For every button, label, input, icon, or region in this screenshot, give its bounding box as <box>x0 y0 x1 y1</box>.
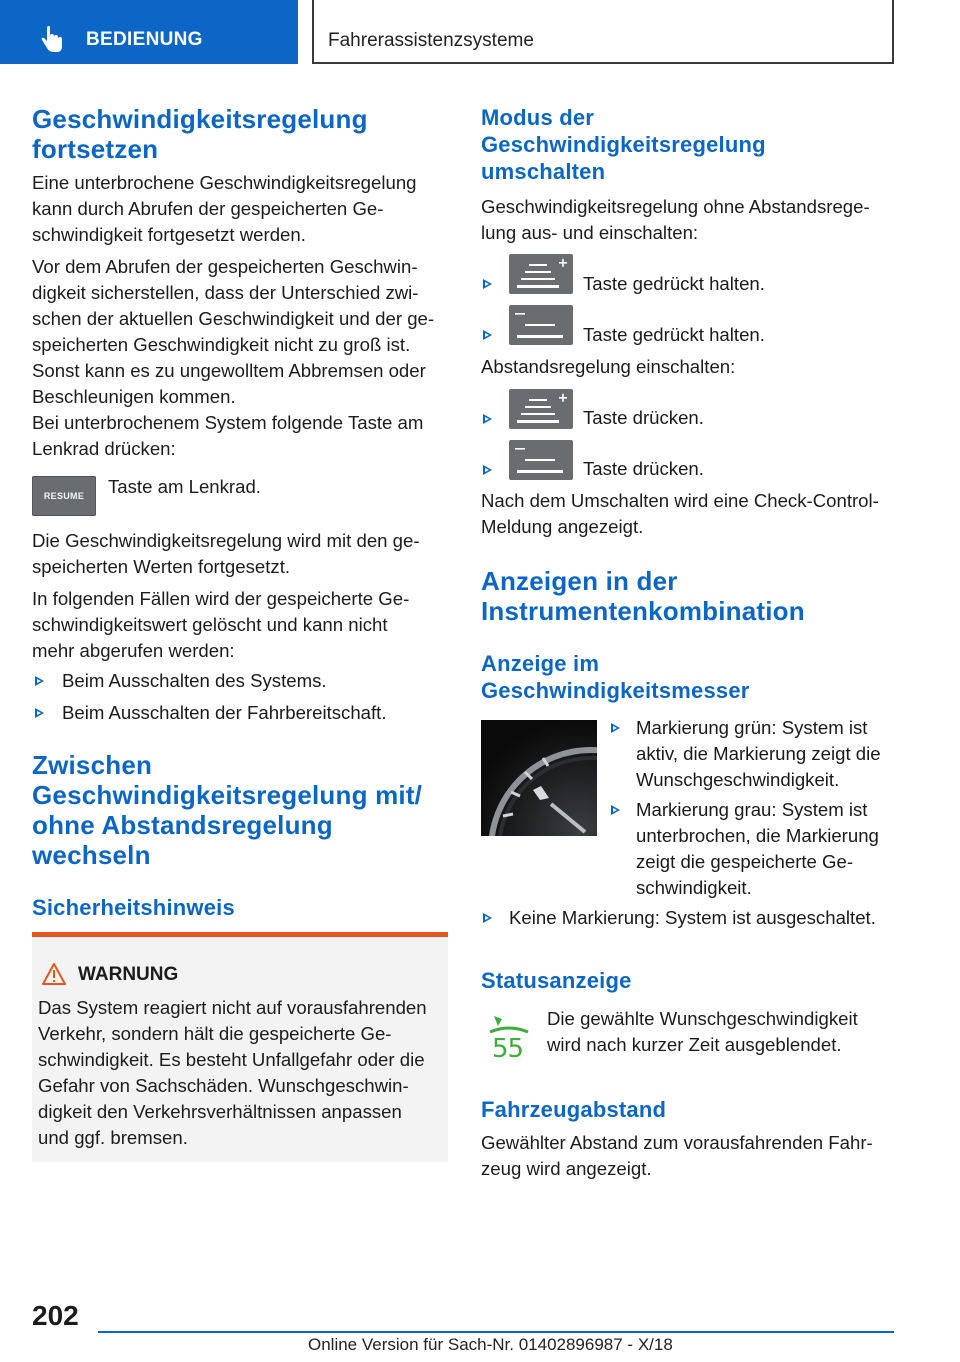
heading-switch-mode: Zwischen Geschwindigkeitsregelung mit/ ohne Abstandsregelung wechseln <box>32 750 423 870</box>
heading-resume: Geschwindigkeitsregelung fortsetzen <box>32 104 368 164</box>
paragraph-resume-result: Die Geschwindigkeitsregelung wird mit den ge- speicherten Werten fortgesetzt. <box>32 530 420 577</box>
speedometer-image <box>481 720 597 836</box>
hand-pointer-icon <box>38 26 66 54</box>
page-number: 202 <box>32 1300 79 1331</box>
bullet-icon <box>35 708 44 718</box>
list-item: Beim Ausschalten der Fahrbereitschaft. <box>62 702 387 723</box>
chapter-header <box>312 0 894 64</box>
heading-gap: Fahrzeugabstand <box>481 1097 667 1122</box>
heading-switch-cc-mode: Modus der Geschwindigkeitsregelung umschalten <box>481 105 766 184</box>
bullet-icon <box>483 279 492 289</box>
bullet-icon <box>483 330 492 340</box>
hold-caption: Taste gedrückt halten. <box>583 324 765 345</box>
paragraph-resume-intro: Eine unterbrochene Geschwindigkeitsregelung kann durch Abrufen der gespeicherten Ge- schwindigkeit fortgesetzt werden. <box>32 172 417 245</box>
heading-instrument-display: Anzeigen in der Instrumentenkombination <box>481 566 805 626</box>
heading-status: Statusanzeige <box>481 968 632 993</box>
footer-online-version: Online Version für Sach-Nr. 01402896987 - X/18 <box>308 1335 673 1354</box>
section-label: BEDIENUNG <box>86 29 203 50</box>
paragraph-after-switch: Nach dem Umschalten wird eine Check-Control- Meldung angezeigt. <box>481 490 879 537</box>
paragraph-resume-press: Bei unterbrochenem System folgende Taste am Lenkrad drücken: <box>32 412 424 459</box>
chapter-label: Fahrerassistenzsysteme <box>328 30 534 51</box>
status-speed-value: 55 <box>492 1034 524 1064</box>
footer-rule <box>98 1331 894 1333</box>
heading-safety: Sicherheitshinweis <box>32 895 235 920</box>
distance-plus-key-icon <box>509 254 573 294</box>
paragraph-mode: Geschwindigkeitsregelung ohne Abstandsrege- lung aus- und einschalten: <box>481 196 870 243</box>
list-item-grey: Markierung grau: System ist unterbrochen, die Markierung zeigt die gespeicherte Ge- schwindigkeit. <box>636 799 879 898</box>
paragraph-gap: Gewählter Abstand zum vorausfahrenden Fahr- zeug wird angezeigt. <box>481 1132 873 1179</box>
resume-key-icon: RESUME <box>32 476 96 516</box>
paragraph-resume-check: Vor dem Abrufen der gespeicherten Geschwin- digkeit sicherstellen, dass der Unterschied zwi- schen der aktuellen Geschwindigkeit und der ge- speicherten Geschwindigkeit nicht zu groß ist. Sonst kann es zu ungewolltem Abbremsen oder Beschleunigen kommen. <box>32 256 435 407</box>
warning-box <box>32 932 448 1162</box>
press-caption: Taste drücken. <box>583 407 704 428</box>
warning-triangle-icon <box>42 963 66 985</box>
bullet-icon <box>611 723 620 733</box>
list-item-none: Keine Markierung: System ist ausgeschaltet. <box>509 907 876 928</box>
bullet-icon <box>483 414 492 424</box>
distance-minus-key-icon <box>509 440 573 480</box>
distance-plus-key-icon <box>509 389 573 429</box>
section-tab <box>0 0 298 64</box>
hold-caption: Taste gedrückt halten. <box>583 273 765 294</box>
status-text: Die gewählte Wunschgeschwindigkeit wird nach kurzer Zeit ausgeblendet. <box>547 1008 858 1055</box>
resume-caption: Taste am Lenkrad. <box>108 476 261 497</box>
heading-speedometer-display: Anzeige im Geschwindigkeitsmesser <box>481 651 750 703</box>
bullet-icon <box>611 805 620 815</box>
distance-minus-key-icon <box>509 305 573 345</box>
bullet-icon <box>35 676 44 686</box>
warning-text: Das System reagiert nicht auf vorausfahrenden Verkehr, sondern hält die gespeicherte Ge- schwindigkeit. Es besteht Unfallgefahr oder die Gefahr von Sachschäden. Wunschgeschwin- digkeit den Verkehrsverhältnissen anpassen und ggf. bremsen. <box>38 997 427 1148</box>
list-item-green: Markierung grün: System ist aktiv, die Markierung zeigt die Wunschgeschwindigkeit. <box>636 717 881 790</box>
press-caption: Taste drücken. <box>583 458 704 479</box>
bullet-icon <box>483 913 492 923</box>
paragraph-distance-on: Abstandsregelung einschalten: <box>481 356 736 377</box>
paragraph-deleted: In folgenden Fällen wird der gespeicherte Ge- schwindigkeitswert gelöscht und kann nicht mehr abgerufen werden: <box>32 588 410 661</box>
status-speed-icon <box>484 1010 534 1064</box>
bullet-icon <box>483 465 492 475</box>
list-item: Beim Ausschalten des Systems. <box>62 670 327 691</box>
warning-title: WARNUNG <box>78 964 179 985</box>
